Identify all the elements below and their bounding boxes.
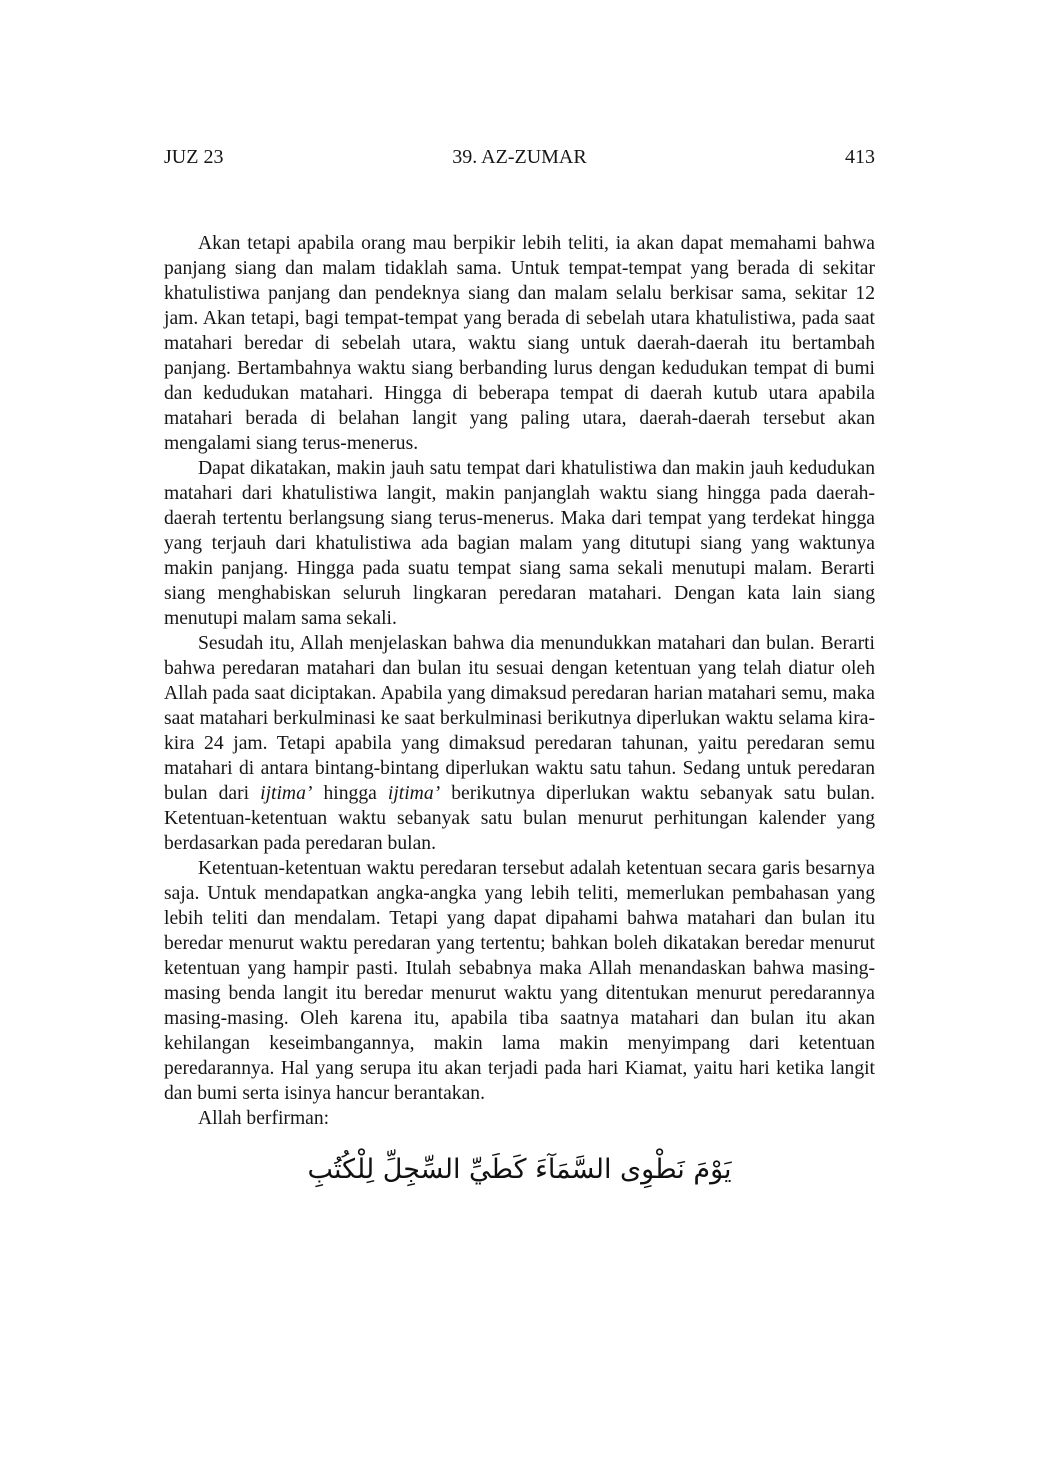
paragraph-text: berikutnya diperlukan waktu sebanyak satu bulan. Ketentuan-ketentuan waktu sebanyak satu bulan menurut perhitungan kalender yang berdasarkan pada peredaran bulan. <box>164 783 876 854</box>
surah-title: 39. AZ-ZUMAR <box>452 146 587 168</box>
paragraph-text: Allah berfirman: <box>198 1108 330 1129</box>
arabic-verse: يَوْمَ نَطْوِى السَّمَآءَ كَطَيِّ السِّجِلِّ لِلْكُتُبِ <box>307 1154 732 1185</box>
juz-label: JUZ 23 <box>164 146 224 168</box>
verse-intro <box>164 1106 875 1131</box>
page-body <box>164 231 875 1193</box>
paragraph-2 <box>164 456 875 631</box>
paragraph-text: Dapat dikatakan, makin jauh satu tempat dari khatulistiwa dan makin jauh kedudukan matahari dari khatulistiwa langit, makin panjanglah waktu siang hingga pada daerah-daerah tertentu berlangsung siang terus-menerus. Maka dari tempat yang terdekat hingga yang terjauh dari khatulistiwa ada bagian malam yang ditutupi siang yang waktunya makin panjang. Hingga pada suatu tempat siang sama sekali menutupi malam. Berarti siang menghabiskan seluruh lingkaran peredaran matahari. Dengan kata lain siang menutupi malam sama sekali. <box>164 458 875 629</box>
paragraph-1 <box>164 231 875 456</box>
paragraph-text: Akan tetapi apabila orang mau berpikir lebih teliti, ia akan dapat memahami bahwa panjang siang dan malam tidaklah sama. Untuk tempat-tempat yang berada di sekitar khatulistiwa panjang dan pendeknya siang dan malam selalu berkisar sama, sekitar 12 jam. Akan tetapi, bagi tempat-tempat yang berada di sebelah utara khatulistiwa, pada saat matahari beredar di sebelah utara, waktu siang untuk daerah-daerah itu bertambah panjang. Bertambahnya waktu siang berbanding lurus dengan kedudukan tempat di bumi dan kedudukan matahari. Hingga di beberapa tempat di daerah kutub utara apabila matahari berada di belahan langit yang paling utara, daerah-daerah tersebut akan mengalami siang terus-menerus. <box>164 233 875 454</box>
italic-term-ijtima: ijtima’ <box>260 783 313 804</box>
paragraph-4 <box>164 856 875 1106</box>
paragraph-3 <box>164 631 875 856</box>
italic-term-ijtima: ijtima’ <box>387 783 441 804</box>
paragraph-text: Ketentuan-ketentuan waktu peredaran tersebut adalah ketentuan secara garis besarnya saja. Untuk mendapatkan angka-angka yang lebih teliti, memerlukan pembahasan yang lebih teliti dan mendalam. Tetapi yang dapat dipahami bahwa matahari dan bulan itu beredar menurut waktu peredaran yang tertentu; bahkan boleh dikatakan beredar menurut ketentuan yang hampir pasti. Itulah sebabnya maka Allah menandaskan bahwa masing-masing benda langit itu beredar menurut waktu yang ditentukan menurut peredarannya masing-masing. Oleh karena itu, apabila tiba saatnya matahari dan bulan itu akan kehilangan keseimbangannya, makin lama makin menyimpang dari ketentuan peredarannya. Hal yang serupa itu akan terjadi pada hari Kiamat, yaitu hari ketika langit dan bumi serta isinya hancur berantakan. <box>164 858 875 1104</box>
page-header <box>164 146 875 172</box>
paragraph-text: Sesudah itu, Allah menjelaskan bahwa dia menundukkan matahari dan bulan. Berarti bahwa peredaran matahari dan bulan itu sesuai dengan ketentuan yang telah diatur oleh Allah pada saat diciptakan. Apabila yang dimaksud peredaran harian matahari semu, maka saat matahari berkulminasi ke saat berkulminasi berikutnya diperlukan waktu selama kira-kira 24 jam. Tetapi apabila yang dimaksud peredaran tahunan, yaitu peredaran semu matahari di antara bintang-bintang diperlukan waktu satu tahun. Sedang untuk peredaran bulan dari <box>164 633 875 804</box>
paragraph-text: hingga <box>312 783 388 804</box>
page-number: 413 <box>845 146 875 168</box>
